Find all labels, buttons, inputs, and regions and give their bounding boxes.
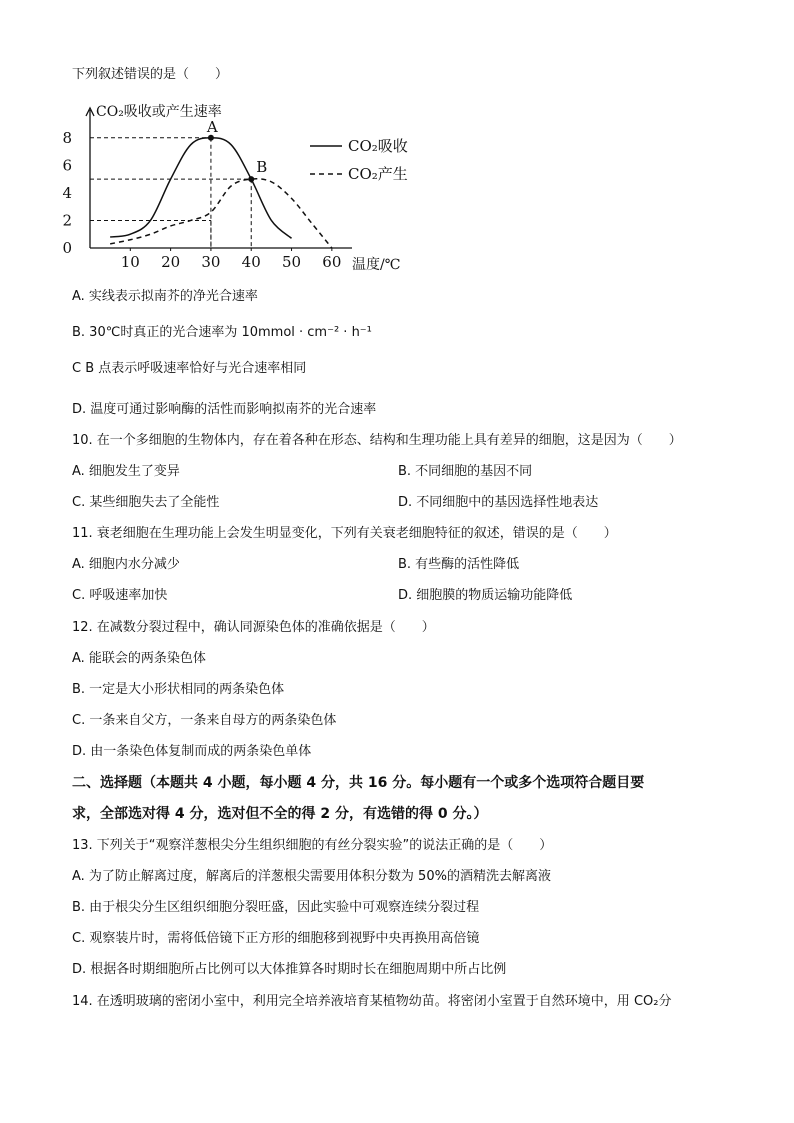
question-9-stem: 下列叙述错误的是（ ） (72, 67, 229, 82)
question-11-option-b: B. 有些酶的活性降低 (398, 557, 520, 572)
point-b-label: B (256, 158, 268, 177)
x-tick-label: 50 (281, 253, 302, 271)
question-11-option-d: D. 细胞膜的物质运输功能降低 (398, 588, 573, 603)
question-11-option-c: C. 呼吸速率加快 (72, 588, 168, 603)
y-tick-label: 8 (62, 128, 72, 147)
question-9-option-a: A. 实线表示拟南芥的净光合速率 (72, 289, 258, 304)
question-13-option-c: C. 观察装片时，需将低倍镜下正方形的细胞移到视野中央再换用高倍镜 (72, 931, 480, 946)
legend-label-co2-produce: CO₂产生 (348, 165, 408, 183)
section-2-heading-line2: 求，全部选对得 4 分，选对但不全的得 2 分，有选错的得 0 分。） (72, 806, 488, 822)
question-9-option-b: B. 30℃时真正的光合速率为 10mmol · cm⁻² · h⁻¹ (72, 325, 372, 340)
legend-label-co2-absorb: CO₂吸收 (348, 137, 408, 155)
x-tick-label: 20 (161, 253, 181, 271)
point-a-label: A (206, 117, 218, 136)
chart-curves (110, 138, 332, 248)
question-12-stem: 12. 在减数分裂过程中，确认同源染色体的准确依据是（ ） (72, 620, 435, 635)
co2-absorption-curve (110, 138, 291, 239)
y-axis-label: CO₂吸收或产生速率 (96, 104, 222, 120)
question-11-option-a: A. 细胞内水分减少 (72, 557, 180, 572)
chart-axes (86, 108, 352, 248)
question-10-stem: 10. 在一个多细胞的生物体内，存在着各种在形态、结构和生理功能上具有差异的细胞，这是因为（ ） (72, 433, 682, 448)
question-10-option-c: C. 某些细胞失去了全能性 (72, 495, 220, 510)
x-tick-label: 30 (201, 253, 221, 271)
y-tick-label: 0 (62, 239, 72, 257)
co2-production-curve (110, 179, 332, 248)
y-tick-label: 2 (62, 211, 72, 230)
question-10-option-b: B. 不同细胞的基因不同 (398, 464, 533, 479)
question-10-option-a: A. 细胞发生了变异 (72, 464, 180, 479)
chart-points (206, 118, 267, 182)
question-9-option-d: D. 温度可通过影响酶的活性而影响拟南芥的光合速率 (72, 402, 377, 417)
question-13-option-b: B. 由于根尖分生区组织细胞分裂旺盛，因此实验中可观察连续分裂过程 (72, 900, 480, 915)
y-tick-label: 6 (62, 156, 72, 175)
chart-legend (310, 137, 408, 183)
question-13-option-d: D. 根据各时期细胞所占比例可以大体推算各时期时长在细胞周期中所占比例 (72, 962, 507, 977)
guide-lines (90, 138, 251, 248)
question-13-option-a: A. 为了防止解离过度，解离后的洋葱根尖需要用体积分数为 50%的酒精洗去解离液 (72, 869, 551, 884)
x-axis-label: 温度/℃ (352, 257, 401, 273)
section-2-heading-line1: 二、选择题（本题共 4 小题，每小题 4 分，共 16 分。每小题有一个或多个选项符合题目要 (72, 775, 645, 791)
y-tick-label: 4 (62, 183, 72, 202)
question-12-option-b: B. 一定是大小形状相同的两条染色体 (72, 682, 285, 697)
question-12-option-a: A. 能联会的两条染色体 (72, 651, 206, 666)
question-13-stem: 13. 下列关于“观察洋葱根尖分生组织细胞的有丝分裂实验”的说法正确的是（ ） (72, 838, 553, 853)
question-12-option-d: D. 由一条染色体复制而成的两条染色单体 (72, 744, 312, 759)
point-b-marker (248, 176, 254, 182)
question-12-option-c: C. 一条来自父方，一条来自母方的两条染色体 (72, 713, 337, 728)
question-14-stem: 14. 在透明玻璃的密闭小室中，利用完全培养液培育某植物幼苗。将密闭小室置于自然环境中，用 CO₂分 (72, 994, 672, 1009)
tick-labels (62, 129, 341, 271)
question-10-option-d: D. 不同细胞中的基因选择性地表达 (398, 495, 599, 510)
x-tick-label: 10 (120, 253, 140, 271)
question-11-stem: 11. 衰老细胞在生理功能上会发生明显变化，下列有关衰老细胞特征的叙述，错误的是（ ） (72, 526, 617, 541)
question-9-option-c: C B 点表示呼吸速率恰好与光合速率相同 (72, 361, 307, 376)
co2-rate-chart (60, 94, 430, 276)
x-tick-label: 60 (322, 253, 342, 271)
x-tick-label: 40 (241, 253, 261, 271)
